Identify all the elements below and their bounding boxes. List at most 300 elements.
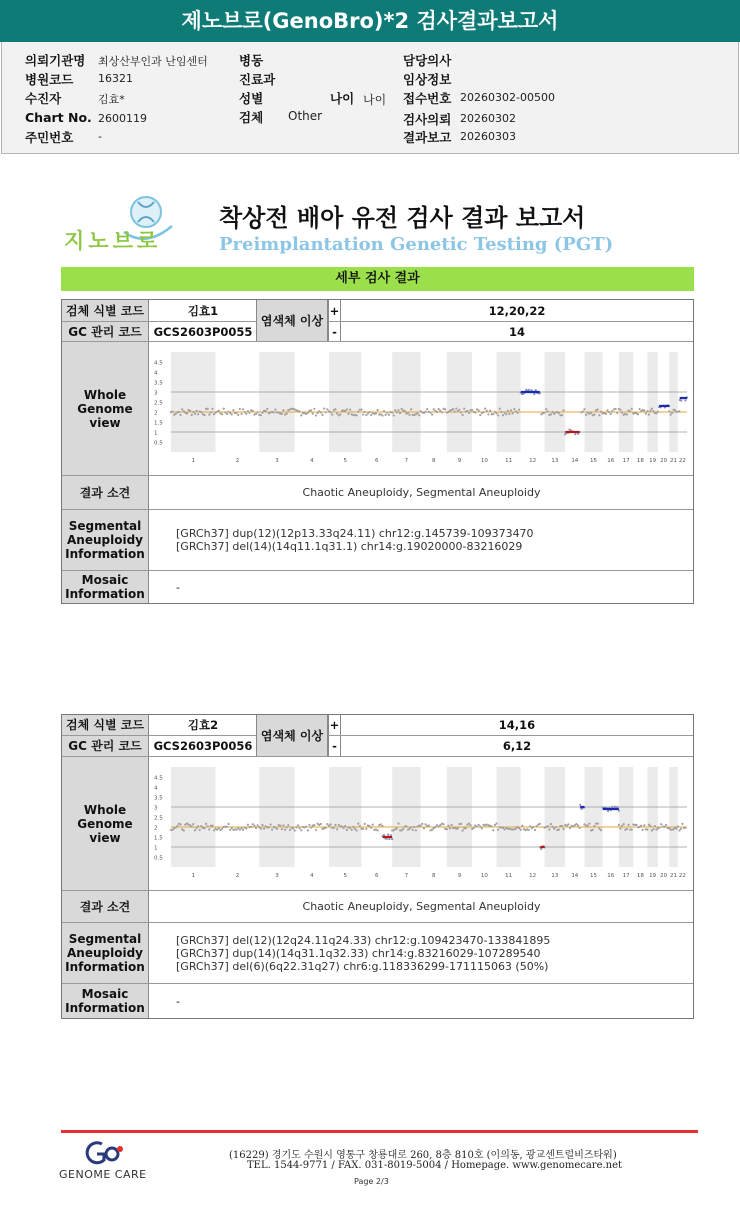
chromosome-band (361, 767, 392, 867)
segment-point (388, 838, 390, 840)
copy-number-point (356, 829, 358, 831)
copy-number-point (391, 411, 393, 413)
copy-number-point (590, 412, 592, 414)
copy-number-point (380, 823, 382, 825)
copy-number-point (536, 825, 538, 827)
copy-number-point (645, 412, 647, 414)
chromosome-band (392, 352, 421, 452)
copy-number-point (239, 408, 241, 410)
sample-id-value: 김효1 (187, 303, 219, 318)
copy-number-point (495, 822, 497, 824)
x-tick-label: 12 (529, 458, 537, 464)
chromosome-band (329, 767, 361, 867)
copy-number-point (637, 413, 639, 415)
copy-number-point (499, 408, 501, 410)
copy-number-point (343, 827, 345, 829)
copy-number-point (224, 411, 226, 413)
copy-number-point (492, 829, 494, 831)
copy-number-point (192, 411, 194, 413)
copy-number-point (621, 825, 623, 827)
segment-point (528, 389, 530, 391)
genome-view-row (62, 756, 693, 890)
segment-point (533, 393, 535, 395)
y-tick-label: 1.5 (154, 420, 163, 427)
chromosome-band (421, 767, 447, 867)
copy-number-point (320, 823, 322, 825)
x-tick-label: 7 (404, 873, 409, 879)
copy-number-point (608, 411, 610, 413)
copy-number-point (341, 825, 343, 827)
copy-number-point (338, 824, 340, 826)
receipt-no-label: 접수번호 (403, 91, 452, 106)
copy-number-point (561, 825, 563, 827)
copy-number-point (553, 828, 555, 830)
copy-number-point (623, 823, 625, 825)
copy-number-point (200, 825, 202, 827)
copy-number-point (307, 412, 309, 414)
copy-number-point (310, 409, 312, 411)
ward-label: 병동 (239, 53, 264, 68)
copy-number-point (207, 408, 209, 410)
copy-number-point (478, 409, 480, 411)
copy-number-point (668, 410, 670, 412)
copy-number-point (654, 825, 656, 827)
copy-number-point (339, 413, 341, 415)
copy-number-point (181, 408, 183, 410)
copy-number-point (449, 827, 451, 829)
mosaic-label: Mosaic Information (62, 984, 149, 1018)
copy-number-point (364, 411, 366, 413)
copy-number-point (297, 824, 299, 826)
segment-point (579, 804, 581, 806)
copy-number-point (252, 823, 254, 825)
gain-value: 14,16 (340, 715, 693, 735)
segmental-label: Segmental Aneuploidy Information (62, 923, 149, 983)
x-tick-label: 14 (571, 873, 579, 879)
y-tick-label: 2.5 (154, 400, 163, 407)
copy-number-point (237, 827, 239, 829)
x-tick-label: 12 (529, 873, 537, 879)
copy-number-point (444, 408, 446, 410)
copy-number-point (223, 408, 225, 410)
copy-number-point (610, 413, 612, 415)
x-tick-label: 4 (310, 873, 314, 879)
copy-number-point (474, 411, 476, 413)
copy-number-point (231, 827, 233, 829)
copy-number-point (333, 827, 335, 829)
copy-number-point (399, 412, 401, 414)
copy-number-point (176, 825, 178, 827)
copy-number-point (665, 824, 667, 826)
x-tick-label: 22 (678, 458, 686, 464)
copy-number-point (362, 413, 364, 415)
gc-code-value: GCS2603P0056 (153, 739, 253, 753)
copy-number-point (652, 410, 654, 412)
copy-number-point (365, 828, 367, 830)
copy-number-point (646, 410, 648, 412)
result-row (62, 890, 693, 922)
copy-number-point (521, 825, 523, 827)
copy-number-point (643, 409, 645, 411)
copy-number-point (428, 824, 430, 826)
copy-number-point (315, 414, 317, 416)
copy-number-point (468, 412, 470, 414)
copy-number-point (495, 412, 497, 414)
copy-number-point (481, 827, 483, 829)
copy-number-point (680, 828, 682, 830)
copy-number-point (227, 823, 229, 825)
copy-number-point (357, 823, 359, 825)
copy-number-point (532, 826, 534, 828)
gc-code-row (62, 321, 693, 341)
copy-number-point (482, 411, 484, 413)
copy-number-point (597, 823, 599, 825)
copy-number-point (660, 823, 662, 825)
footer-divider (61, 1130, 698, 1133)
copy-number-point (370, 414, 372, 416)
loss-value: 14 (340, 322, 693, 341)
copy-number-point (600, 411, 602, 413)
copy-number-point (468, 823, 470, 825)
chromosome-band (497, 767, 521, 867)
copy-number-point (631, 829, 633, 831)
chromosome-band (472, 767, 496, 867)
copy-number-point (508, 413, 510, 415)
copy-number-point (670, 414, 672, 416)
copy-number-point (494, 411, 496, 413)
copy-number-point (213, 829, 215, 831)
copy-number-point (450, 824, 452, 826)
copy-number-point (563, 828, 565, 830)
copy-number-point (360, 408, 362, 410)
copy-number-point (561, 414, 563, 416)
copy-number-point (606, 409, 608, 411)
copy-number-point (239, 829, 241, 831)
copy-number-point (388, 414, 390, 416)
copy-number-point (284, 829, 286, 831)
x-tick-label: 13 (551, 458, 559, 464)
copy-number-point (213, 413, 215, 415)
chromosome-band (259, 767, 295, 867)
y-tick-label: 3 (154, 805, 158, 812)
x-tick-label: 6 (375, 873, 379, 879)
copy-number-point (510, 409, 512, 411)
copy-number-point (649, 825, 651, 827)
copy-number-point (248, 412, 250, 414)
copy-number-point (300, 414, 302, 416)
copy-number-point (646, 828, 648, 830)
copy-number-point (261, 824, 263, 826)
genome-chart-1 (151, 344, 692, 474)
copy-number-point (269, 823, 271, 825)
copy-number-point (299, 827, 301, 829)
copy-number-point (420, 825, 422, 827)
copy-number-point (257, 824, 259, 826)
request-date-label: 검사의뢰 (403, 112, 452, 127)
copy-number-point (551, 826, 553, 828)
copy-number-point (265, 410, 267, 412)
mosaic-row (62, 570, 693, 603)
copy-number-point (179, 823, 181, 825)
copy-number-point (469, 824, 471, 826)
hospital-code-label: 병원코드 (25, 72, 74, 87)
copy-number-point (310, 826, 312, 828)
chromosome-band (329, 352, 361, 452)
copy-number-point (479, 414, 481, 416)
copy-number-point (447, 825, 449, 827)
clinical-info-label: 임상정보 (403, 72, 452, 87)
copy-number-point (244, 411, 246, 413)
copy-number-point (455, 407, 457, 409)
page-number: Page 2/3 (354, 1177, 389, 1186)
patient-value: 김효* (98, 93, 125, 106)
copy-number-point (460, 411, 462, 413)
copy-number-point (505, 413, 507, 415)
copy-number-point (550, 413, 552, 415)
copy-number-point (489, 410, 491, 412)
copy-number-point (452, 408, 454, 410)
copy-number-point (349, 827, 351, 829)
segmental-list (176, 923, 686, 983)
mosaic-value: - (176, 994, 180, 1008)
copy-number-point (210, 411, 212, 413)
copy-number-point (351, 829, 353, 831)
copy-number-point (476, 825, 478, 827)
chromosome-band (447, 767, 472, 867)
copy-number-point (407, 412, 409, 414)
copy-number-point (446, 828, 448, 830)
y-tick-label: 3.5 (154, 380, 163, 387)
copy-number-point (433, 408, 435, 410)
copy-number-point (618, 824, 620, 826)
copy-number-point (282, 824, 284, 826)
x-tick-label: 19 (649, 873, 657, 879)
chromosome-band (619, 352, 634, 452)
copy-number-point (326, 408, 328, 410)
genome-chart-2 (151, 759, 692, 889)
copy-number-point (354, 828, 356, 830)
x-tick-label: 3 (275, 873, 279, 879)
y-tick-label: 4 (154, 785, 158, 792)
sample-id-label: 검체 식별 코드 (62, 300, 149, 321)
copy-number-point (321, 414, 323, 416)
gain-sign: + (328, 715, 340, 735)
copy-number-point (587, 824, 589, 826)
copy-number-point (615, 408, 617, 410)
loss-value: 6,12 (340, 736, 693, 756)
copy-number-point (171, 410, 173, 412)
copy-number-point (242, 829, 244, 831)
copy-number-point (652, 828, 654, 830)
chart-no-label: Chart No. (25, 110, 92, 125)
copy-number-point (424, 823, 426, 825)
copy-number-point (336, 413, 338, 415)
copy-number-point (643, 824, 645, 826)
copy-number-point (218, 827, 220, 829)
sample-table-2 (61, 714, 694, 1019)
copy-number-point (316, 412, 318, 414)
copy-number-point (221, 413, 223, 415)
copy-number-point (487, 413, 489, 415)
y-tick-label: 3 (154, 390, 158, 397)
copy-number-point (658, 826, 660, 828)
y-tick-label: 2 (154, 410, 158, 417)
copy-number-point (307, 829, 309, 831)
copy-number-point (171, 829, 173, 831)
copy-number-point (516, 412, 518, 414)
x-tick-label: 18 (636, 873, 644, 879)
copy-number-point (292, 827, 294, 829)
gc-code-label: GC 관리 코드 (62, 322, 149, 341)
request-date-value: 20260302 (460, 112, 516, 125)
copy-number-point (410, 826, 412, 828)
copy-number-point (492, 413, 494, 415)
copy-number-point (640, 825, 642, 827)
copy-number-point (330, 823, 332, 825)
segmental-line: [GRCh37] del(12)(12q24.11q24.33) chr12:g.109423470-133841895 (176, 933, 551, 947)
gain-value: 12,20,22 (340, 300, 693, 321)
copy-number-point (242, 408, 244, 410)
copy-number-point (616, 412, 618, 414)
loss-sign: - (328, 322, 340, 341)
age-label: 나이 (330, 91, 355, 106)
copy-number-point (383, 410, 385, 412)
sample-id-row (62, 300, 693, 321)
chromosome-band (669, 352, 678, 452)
chromosome-band (216, 767, 260, 867)
chromosome-band (565, 767, 584, 867)
chromosome-band (545, 767, 566, 867)
x-tick-label: 16 (607, 458, 615, 464)
chromosome-band (295, 767, 329, 867)
copy-number-point (377, 829, 379, 831)
copy-number-point (412, 829, 414, 831)
copy-number-point (375, 412, 377, 414)
x-tick-label: 11 (505, 873, 513, 879)
copy-number-point (619, 409, 621, 411)
x-tick-label: 9 (457, 873, 462, 879)
copy-number-point (678, 410, 680, 412)
copy-number-point (312, 413, 314, 415)
copy-number-point (260, 828, 262, 830)
x-tick-label: 14 (571, 458, 579, 464)
segmental-list (176, 510, 686, 570)
copy-number-point (365, 414, 367, 416)
x-tick-label: 10 (480, 873, 488, 879)
copy-number-point (211, 824, 213, 826)
copy-number-point (226, 413, 228, 415)
result-value: Chaotic Aneuploidy, Segmental Aneuploidy (302, 486, 541, 499)
copy-number-point (226, 826, 228, 828)
copy-number-point (684, 827, 686, 829)
copy-number-point (287, 824, 289, 826)
chrom-abnormal-label: 염색체 이상 (256, 300, 328, 341)
sample-id-row (62, 715, 693, 735)
copy-number-point (294, 829, 296, 831)
copy-number-point (582, 411, 584, 413)
copy-number-point (621, 412, 623, 414)
y-tick-label: 0.5 (154, 855, 163, 862)
copy-number-point (545, 408, 547, 410)
y-tick-label: 3.5 (154, 795, 163, 802)
chromosome-band (521, 767, 545, 867)
x-tick-label: 15 (590, 873, 598, 879)
copy-number-point (593, 825, 595, 827)
chromosome-band (521, 352, 545, 452)
institution-label: 의뢰기관명 (25, 53, 86, 68)
copy-number-point (313, 408, 315, 410)
copy-number-point (245, 827, 247, 829)
copy-number-point (563, 409, 565, 411)
copy-number-point (227, 411, 229, 413)
id-number-value: - (98, 130, 102, 143)
x-tick-label: 21 (670, 873, 678, 879)
copy-number-point (240, 413, 242, 415)
chromosome-band (633, 352, 647, 452)
copy-number-point (597, 408, 599, 410)
copy-number-point (346, 829, 348, 831)
copy-number-point (359, 825, 361, 827)
receipt-no-value: 20260302-00500 (460, 91, 555, 104)
copy-number-point (405, 825, 407, 827)
copy-number-point (502, 827, 504, 829)
chromosome-band (647, 352, 658, 452)
copy-number-point (551, 411, 553, 413)
report-subtitle: Preimplantation Genetic Testing (PGT) (219, 234, 614, 255)
copy-number-point (626, 413, 628, 415)
hospital-code-value: 16321 (98, 72, 133, 85)
copy-number-point (478, 824, 480, 826)
copy-number-point (394, 409, 396, 411)
chromosome-band (421, 352, 447, 452)
copy-number-point (300, 829, 302, 831)
copy-number-point (247, 824, 249, 826)
gc-code-label: GC 관리 코드 (62, 736, 149, 756)
x-tick-label: 5 (343, 873, 347, 879)
copy-number-point (229, 829, 231, 831)
x-tick-label: 10 (480, 458, 488, 464)
x-tick-label: 8 (432, 873, 436, 879)
x-tick-label: 17 (622, 873, 630, 879)
copy-number-point (263, 828, 265, 830)
genome-view-row (62, 341, 693, 475)
copy-number-point (347, 413, 349, 415)
copy-number-point (465, 827, 467, 829)
copy-number-point (195, 827, 197, 829)
segment-point (574, 433, 576, 435)
copy-number-point (473, 827, 475, 829)
copy-number-point (203, 827, 205, 829)
copy-number-point (260, 414, 262, 416)
report-date-label: 결과보고 (403, 130, 452, 145)
copy-number-point (381, 414, 383, 416)
chromosome-band (584, 767, 602, 867)
chromosome-band (633, 767, 647, 867)
x-tick-label: 22 (678, 873, 686, 879)
copy-number-point (183, 829, 185, 831)
copy-number-point (458, 409, 460, 411)
chromosome-band (295, 352, 329, 452)
copy-number-point (611, 410, 613, 412)
copy-number-point (462, 829, 464, 831)
copy-number-point (349, 409, 351, 411)
copy-number-point (368, 411, 370, 413)
chromosome-band (216, 352, 260, 452)
copy-number-point (258, 826, 260, 828)
x-tick-label: 4 (310, 458, 314, 464)
copy-number-point (434, 826, 436, 828)
copy-number-point (463, 408, 465, 410)
